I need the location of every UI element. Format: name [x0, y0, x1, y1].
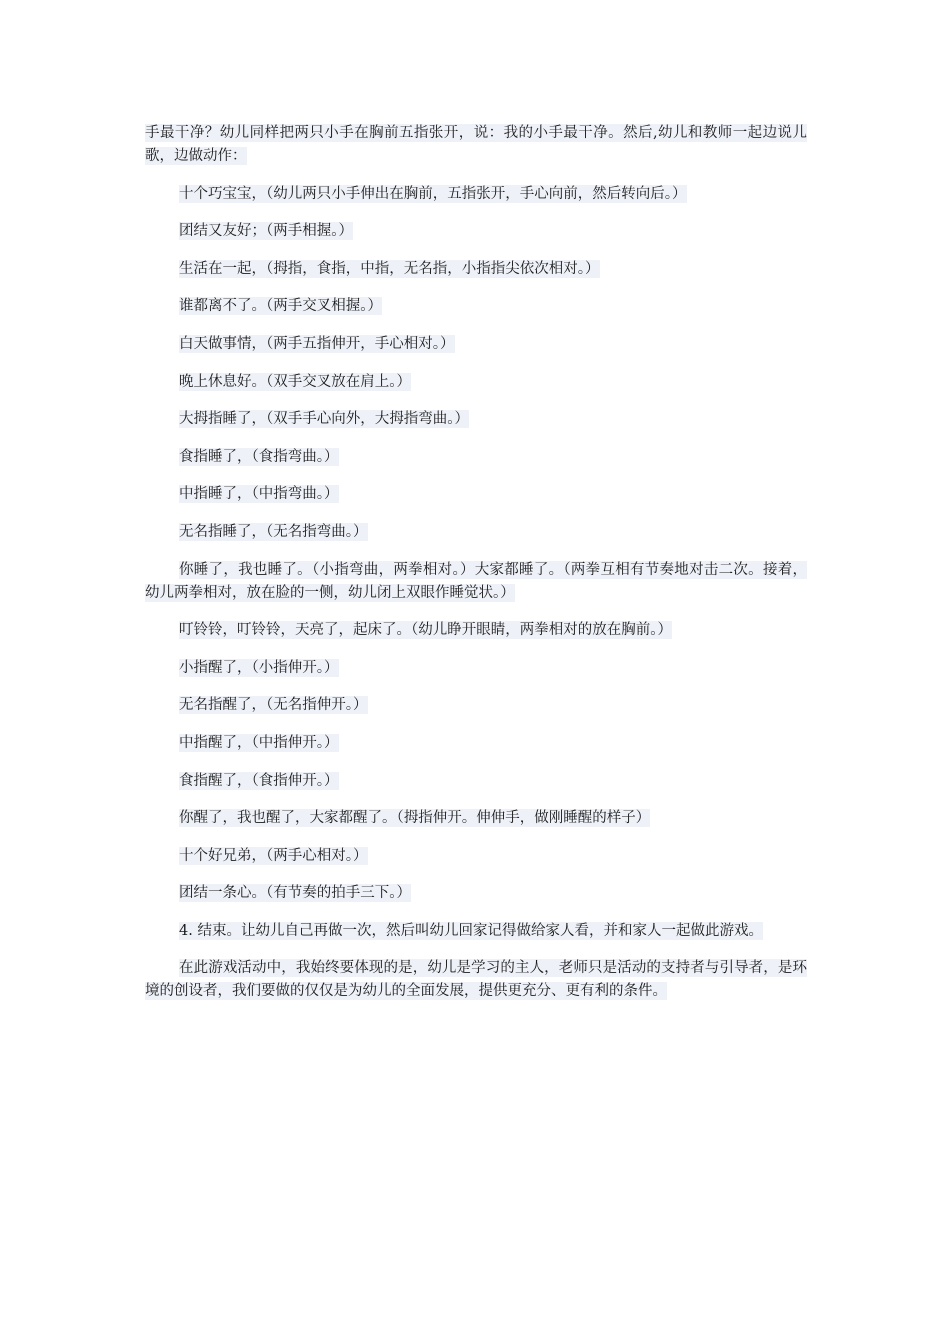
paragraph-15	[145, 732, 807, 755]
paragraph-21	[145, 957, 807, 1003]
paragraph-7	[145, 408, 807, 431]
paragraph-19	[145, 882, 807, 905]
paragraph-text: 十个巧宝宝，（幼儿两只小手伸出在胸前，五指张开，手心向前，然后转向后。）	[179, 185, 687, 202]
paragraph-text: 谁都离不了。（两手交叉相握。）	[179, 298, 382, 315]
paragraph-text: 食指睡了，（食指弯曲。）	[179, 448, 339, 465]
paragraph-text: 十个好兄弟，（两手心相对。）	[179, 847, 368, 864]
paragraph-6	[145, 371, 807, 394]
paragraph-text: 中指醒了，（中指伸开。）	[179, 734, 339, 751]
paragraph-text: 中指睡了，（中指弯曲。）	[179, 486, 339, 503]
paragraph-text: 无名指醒了，（无名指伸开。）	[179, 697, 368, 714]
paragraph-0	[145, 122, 807, 168]
paragraph-text: 团结一条心。（有节奏的拍手三下。）	[179, 885, 411, 902]
paragraph-18	[145, 845, 807, 868]
paragraph-10	[145, 521, 807, 544]
paragraph-text: 大拇指睡了，（双手手心向外，大拇指弯曲。）	[179, 411, 469, 428]
paragraph-5	[145, 333, 807, 356]
paragraph-text: 叮铃铃，叮铃铃，天亮了，起床了。（幼儿睁开眼睛，两拳相对的放在胸前。）	[179, 622, 672, 639]
paragraph-17	[145, 807, 807, 830]
document-body	[145, 122, 807, 1018]
paragraph-14	[145, 694, 807, 717]
paragraph-text: 手最干净？幼儿同样把两只小手在胸前五指张开，说：我的小手最干净。然后,幼儿和教师一起边说儿歌，边做动作：	[145, 125, 807, 164]
paragraph-4	[145, 295, 807, 318]
paragraph-text: 食指醒了，（食指伸开。）	[179, 772, 339, 789]
paragraph-2	[145, 220, 807, 243]
paragraph-1	[145, 183, 807, 206]
paragraph-text: 白天做事情，（两手五指伸开，手心相对。）	[179, 335, 455, 352]
paragraph-9	[145, 483, 807, 506]
paragraph-12	[145, 619, 807, 642]
paragraph-20	[145, 920, 807, 943]
paragraph-text: 小指醒了，（小指伸开。）	[179, 659, 339, 676]
paragraph-text: 在此游戏活动中，我始终要体现的是，幼儿是学习的主人，老师只是活动的支持者与引导者，是环境的创设者，我们要做的仅仅是为幼儿的全面发展，提供更充分、更有利的条件。	[145, 960, 807, 1000]
paragraph-16	[145, 770, 807, 793]
paragraph-text: 生活在一起，（拇指，食指，中指，无名指，小指指尖依次相对。）	[179, 260, 600, 277]
paragraph-3	[145, 258, 807, 281]
paragraph-11	[145, 559, 807, 605]
paragraph-text: 团结又友好；（两手相握。）	[179, 223, 353, 240]
paragraph-text: 晚上休息好。（双手交叉放在肩上。）	[179, 373, 411, 390]
paragraph-text: 4. 结束。让幼儿自己再做一次，然后叫幼儿回家记得做给家人看，并和家人一起做此游戏。	[179, 922, 763, 939]
paragraph-text: 你睡了，我也睡了。（小指弯曲，两拳相对。）大家都睡了。（两拳互相有节奏地对击二次。接着，幼儿两拳相对，放在脸的一侧，幼儿闭上双眼作睡觉状。）	[145, 561, 807, 601]
paragraph-text: 你醒了，我也醒了，大家都醒了。（拇指伸开。伸伸手，做刚睡醒的样子）	[179, 810, 651, 827]
paragraph-text: 无名指睡了，（无名指弯曲。）	[179, 523, 368, 540]
paragraph-13	[145, 657, 807, 680]
paragraph-8	[145, 446, 807, 469]
